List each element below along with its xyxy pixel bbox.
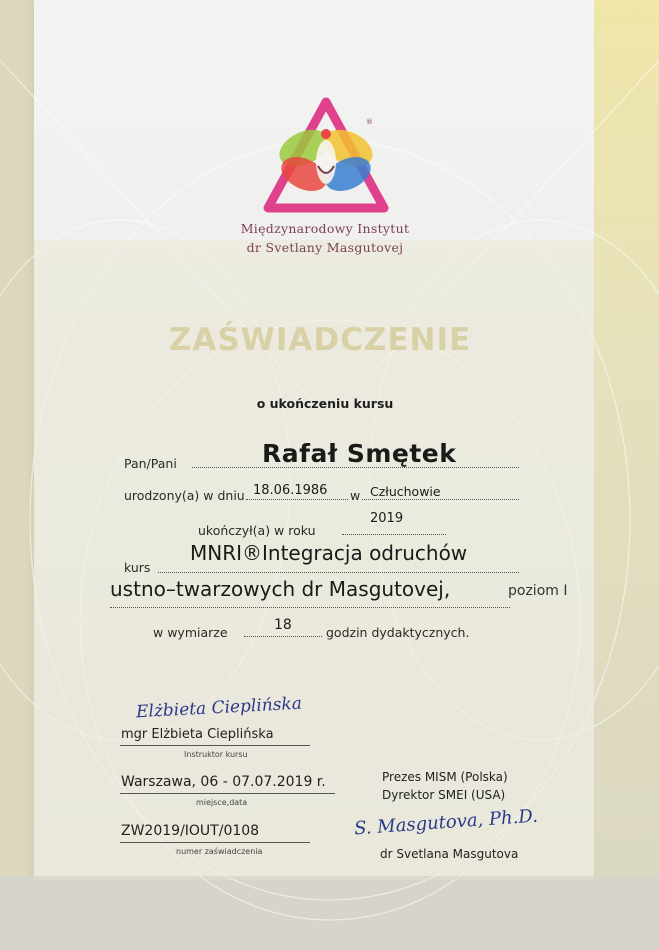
place-date-line xyxy=(120,793,335,794)
certificate-number-label: numer zaświadczenia xyxy=(176,847,263,856)
hours-label: w wymiarze xyxy=(153,625,228,640)
president-title-2: Dyrektor SMEI (USA) xyxy=(382,788,506,802)
course-dotted-line xyxy=(158,572,519,573)
birth-date: 18.06.1986 xyxy=(253,483,328,498)
certificate-number: ZW2019/IOUT/0108 xyxy=(121,823,260,839)
institute-name-line2: dr Svetlany Masgutovej xyxy=(246,240,404,255)
year-label: ukończył(a) w roku xyxy=(198,523,316,538)
birth-date-dotted-line xyxy=(246,499,348,500)
course-hours: 18 xyxy=(274,617,292,633)
year-dotted-line xyxy=(342,534,446,535)
course-level: poziom I xyxy=(508,583,568,599)
instructor-name: mgr Elżbieta Cieplińska xyxy=(121,727,274,742)
place-date: Warszawa, 06 - 07.07.2019 r. xyxy=(121,774,326,790)
paper-edge-strip xyxy=(594,0,659,950)
course-dotted-line-2 xyxy=(110,607,510,608)
place-date-label: miejsce,data xyxy=(196,798,248,807)
institute-logo xyxy=(262,96,390,214)
completion-year: 2019 xyxy=(370,511,404,526)
table-surface xyxy=(0,876,659,950)
hours-dotted-line xyxy=(244,636,322,637)
name-label: Pan/Pani xyxy=(124,456,177,471)
course-label: kurs xyxy=(124,560,151,575)
recipient-name: Rafał Smętek xyxy=(262,439,457,468)
instructor-signature: Elżbieta Cieplińska xyxy=(135,693,303,723)
birth-label: urodzony(a) w dniu xyxy=(124,488,245,503)
certificate-number-line xyxy=(120,842,310,843)
birth-place-label: w xyxy=(350,488,361,503)
course-name-line2: ustno–twarzowych dr Masgutovej, xyxy=(110,577,451,601)
registered-mark: ® xyxy=(366,118,373,126)
president-name: dr Svetlana Masgutova xyxy=(380,847,519,861)
president-title-1: Prezes MISM (Polska) xyxy=(382,770,508,784)
hours-suffix: godzin dydaktycznych. xyxy=(326,625,470,640)
certificate-subtitle: o ukończeniu kursu xyxy=(256,396,394,411)
birth-place: Człuchowie xyxy=(370,484,441,499)
president-signature: S. Masgutova, Ph.D. xyxy=(353,805,539,840)
instructor-line xyxy=(120,745,310,746)
certificate-title: ZAŚWIADCZENIE xyxy=(168,322,472,358)
course-name-line1: MNRI®Integracja odruchów xyxy=(190,541,468,565)
instructor-role: Instruktor kursu xyxy=(184,750,248,759)
birth-place-dotted-line xyxy=(362,499,519,500)
institute-name-line1: Międzynarodowy Instytut xyxy=(240,221,410,236)
